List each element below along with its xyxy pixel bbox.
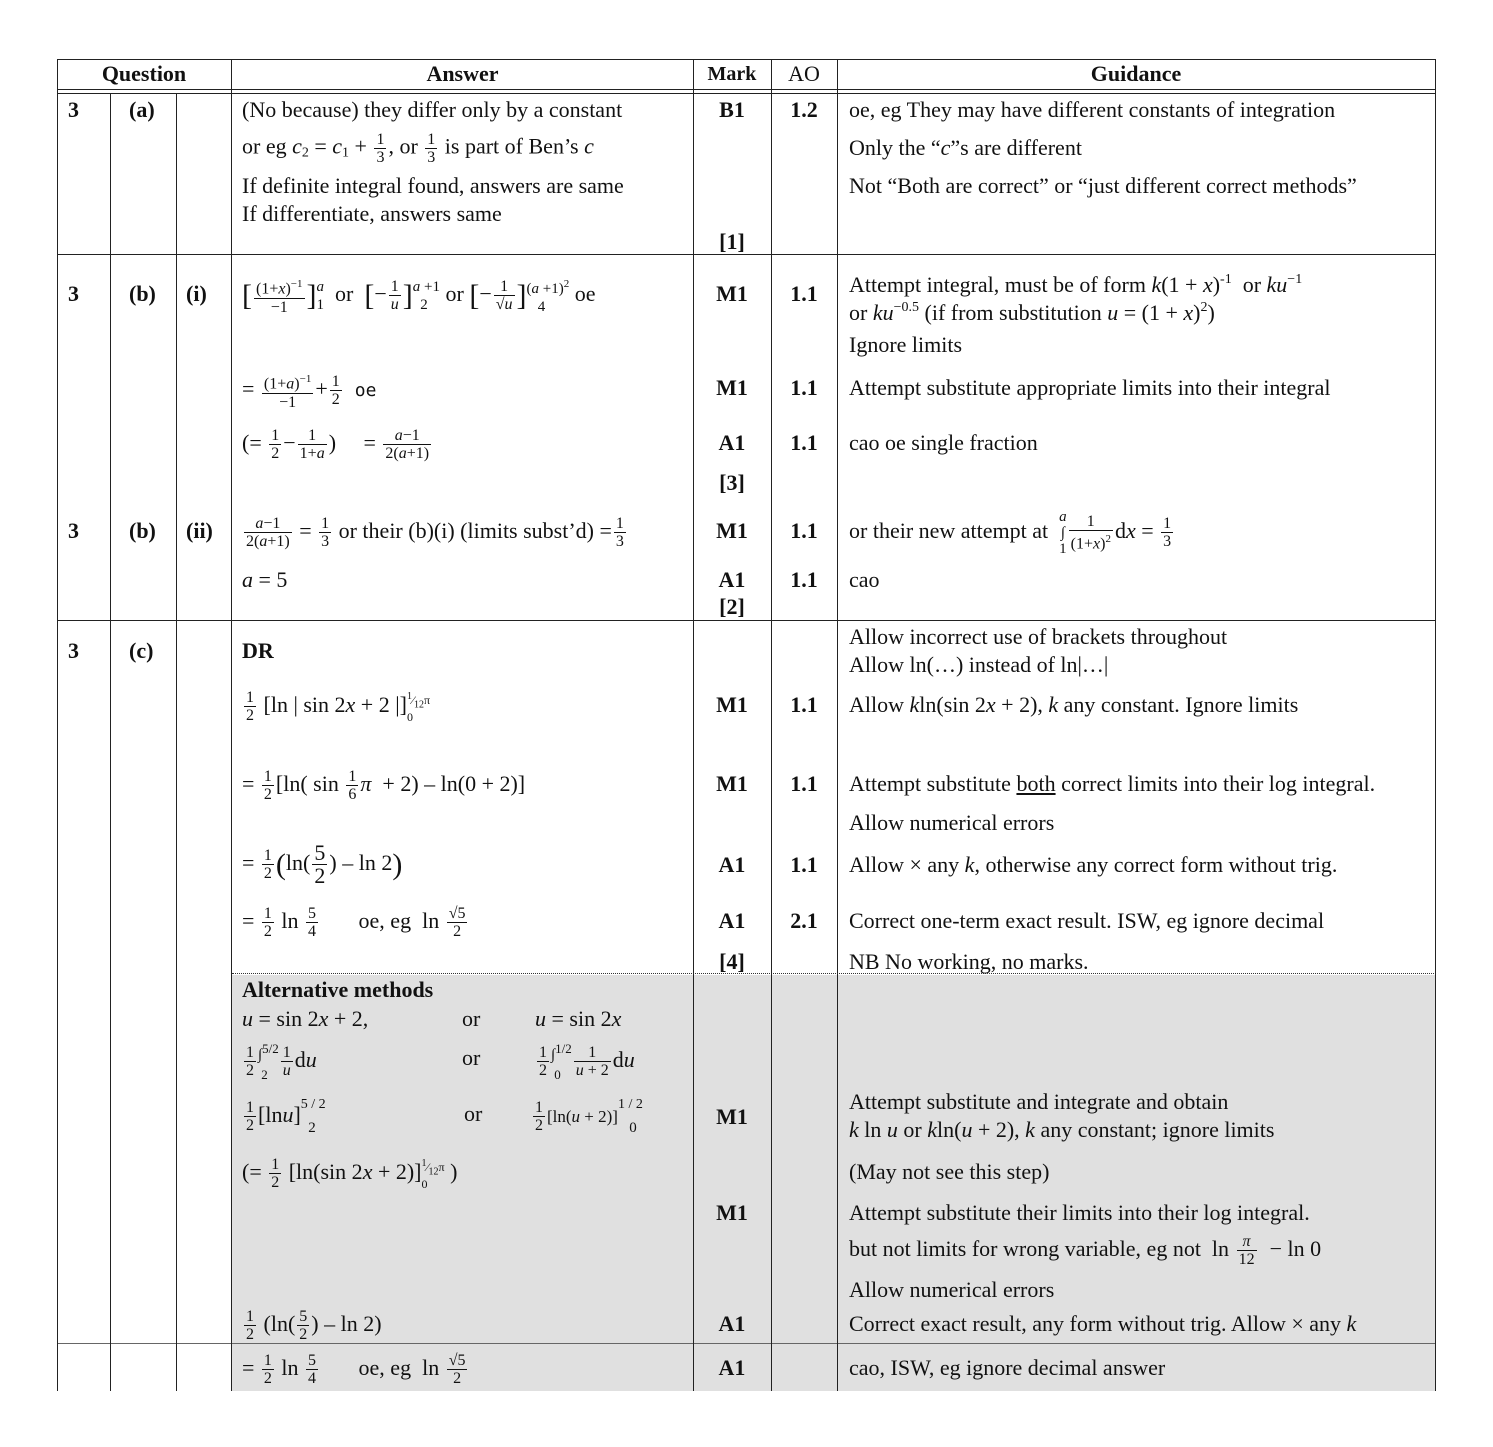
q3bi-mark-3: A1 bbox=[718, 430, 746, 455]
col-divider-guidance bbox=[837, 59, 838, 1391]
alt-answer-result: $\frac{1}{2}$ (ln( $\frac{5}{2}$ ) – ln 2) bbox=[246, 1308, 382, 1344]
alt-mark-2: M1 bbox=[716, 1200, 748, 1225]
alt-title: Alternative methods bbox=[242, 977, 434, 1002]
q3c-answer-2: = $\frac{1}{2}$ [ln( sin $\frac{1}{6}$ π + 2) – ln(0 + 2)] bbox=[242, 768, 526, 804]
header-question: Question bbox=[101, 61, 187, 86]
alt-or-3: or bbox=[464, 1101, 483, 1126]
rule-3b-bottom bbox=[57, 620, 1436, 621]
col-divider-mark bbox=[693, 59, 694, 1391]
alt-mark-3: A1 bbox=[718, 1311, 746, 1336]
q3a-answer-4: If differentiate, answers same bbox=[242, 201, 502, 226]
header-guidance: Guidance bbox=[1090, 61, 1182, 86]
rule-dotted-alt bbox=[232, 973, 1436, 974]
q3bii-total: [2] bbox=[719, 594, 745, 619]
q3a-ao: 1.2 bbox=[790, 97, 818, 122]
alt-or-2: or bbox=[462, 1045, 481, 1070]
q3a-answer-1: (No because) they differ only by a constant bbox=[242, 97, 623, 122]
q3a-answer-2: or eg $c_2 = c_1$ + $\frac{1}{3}$ , or $\frac{1}{3}$ is part of Ben’s c bbox=[242, 131, 594, 166]
q3c-guidance-4: Allow × any k, otherwise any correct form without trig. bbox=[849, 852, 1338, 877]
q3c-ao-4: 2.1 bbox=[790, 908, 818, 933]
q3c-number: 3 bbox=[68, 638, 79, 663]
alt-integral-right: $\frac{1}{2}$ ∫$^{1/2}$ 0 $\frac{1}{u + 2}$ du bbox=[539, 1040, 635, 1082]
q3bi-guidance-1: Attempt integral, must be of form $k(1 + x)^{-1}$ or $ku^{-1}$ bbox=[849, 272, 1303, 297]
q3bii-sub: (ii) bbox=[186, 518, 213, 543]
alt-mark-4: A1 bbox=[718, 1355, 746, 1380]
q3bi-mark-2: M1 bbox=[716, 375, 748, 400]
q3c-mark-3: A1 bbox=[718, 852, 746, 877]
q3c-ao-3: 1.1 bbox=[790, 852, 818, 877]
q3c-answer-3: = $\frac{1}{2}$ (ln( $\frac{5}{2}$ ) – ln 2) bbox=[242, 840, 403, 889]
alt-answer-final: = $\frac{1}{2}$ ln $\frac{5}{4}$ oe, eg ln $\frac{√5}{2}$ bbox=[242, 1352, 466, 1388]
q3c-guidance-1: Allow kln(sin 2x + 2), k any constant. Ignore limits bbox=[849, 692, 1299, 717]
alt-mark-1: M1 bbox=[716, 1104, 748, 1129]
q3bi-ao-2: 1.1 bbox=[790, 375, 818, 400]
alt-guidance-3: (May not see this step) bbox=[849, 1159, 1050, 1184]
rule-header-double bbox=[57, 93, 1436, 94]
q3bi-total: [3] bbox=[719, 470, 745, 495]
alt-log-left: $\frac{1}{2}$ $[\ln u]^{5 / 2}$ 2 bbox=[246, 1097, 326, 1137]
q3a-guidance-1: oe, eg They may have different constants of integration bbox=[849, 97, 1336, 122]
alt-integral-left: $\frac{1}{2}$ ∫$^{5/2}$ 2 $\frac{1}{u}$ du bbox=[246, 1040, 317, 1082]
q3c-mark-1: M1 bbox=[716, 692, 748, 717]
q3c-guidance-top-1: Allow incorrect use of brackets throughout bbox=[849, 624, 1228, 649]
q3bi-ao-1: 1.1 bbox=[790, 281, 818, 306]
q3c-guidance-2: Attempt substitute both correct limits into their log integral. bbox=[849, 771, 1376, 796]
alt-guidance-2: k ln u or kln(u + 2), k any constant; ignore limits bbox=[849, 1117, 1275, 1142]
col-divider-answer bbox=[231, 59, 232, 1391]
q3c-part: (c) bbox=[129, 638, 154, 663]
q3c-guidance-5: Correct one-term exact result. ISW, eg ignore decimal bbox=[849, 908, 1325, 933]
alt-log-right: $\frac{1}{2}$ $[\ln(u + 2)]^{1 / 2}$ 0 bbox=[535, 1097, 643, 1137]
q3c-ao-1: 1.1 bbox=[790, 692, 818, 717]
q3c-ao-2: 1.1 bbox=[790, 771, 818, 796]
header-answer: Answer bbox=[426, 61, 499, 86]
q3bi-guidance-4: Attempt substitute appropriate limits into their integral bbox=[849, 375, 1331, 400]
q3a-part: (a) bbox=[129, 97, 155, 122]
q3c-answer-1: $\frac{1}{2}$ [ln | sin 2x + 2 $|]^1⁄_{12}\pi$ 0 bbox=[246, 689, 431, 725]
q3c-dr-label: DR bbox=[242, 638, 274, 663]
q3bii-answer-1: $\frac{a-1}{2(a+1)}$ = $\frac{1}{3}$ or their (b)(i) (limits subst’d) = $\frac{1}{3}$ bbox=[246, 515, 624, 551]
q3bii-part: (b) bbox=[129, 518, 156, 543]
q3bi-number: 3 bbox=[68, 281, 79, 306]
q3bi-answer-2: = $\frac{(1+a)^{-1}}{-1}$ + $\frac{1}{2}$ oe bbox=[242, 373, 377, 411]
q3a-number: 3 bbox=[68, 97, 79, 122]
q3c-guidance-top-2: Allow ln(…) instead of ln|…| bbox=[849, 652, 1109, 677]
col-divider-part bbox=[110, 93, 111, 1391]
alt-sub-right: u = sin 2x bbox=[535, 1006, 622, 1031]
mark-scheme-table bbox=[57, 59, 1436, 1391]
q3a-answer-3: If definite integral found, answers are same bbox=[242, 173, 624, 198]
col-divider-sub bbox=[176, 93, 177, 1391]
alt-or-1: or bbox=[462, 1006, 481, 1031]
q3bii-mark-2: A1 bbox=[718, 567, 746, 592]
col-edge-left bbox=[57, 59, 58, 1391]
rule-top bbox=[57, 59, 1436, 60]
alt-guidance-6: Allow numerical errors bbox=[849, 1277, 1055, 1302]
q3bi-sub: (i) bbox=[186, 281, 207, 306]
alt-guidance-8: cao, ISW, eg ignore decimal answer bbox=[849, 1355, 1166, 1380]
q3a-guidance-2: Only the “c”s are different bbox=[849, 135, 1082, 160]
q3bi-guidance-3: Ignore limits bbox=[849, 332, 963, 357]
q3c-answer-4: = $\frac{1}{2}$ ln $\frac{5}{4}$ oe, eg ln $\frac{√5}{2}$ bbox=[242, 905, 466, 941]
q3bii-guidance-1: or their new attempt at a ∫ 1 $\frac{1}{(1+x)^2}$ dx = $\frac{1}{3}$ bbox=[849, 508, 1172, 557]
col-divider-ao bbox=[771, 59, 772, 1391]
q3bi-part: (b) bbox=[129, 281, 156, 306]
q3bii-guidance-2: cao bbox=[849, 567, 880, 592]
q3c-mark-4: A1 bbox=[718, 908, 746, 933]
alt-guidance-4: Attempt substitute their limits into their log integral. bbox=[849, 1200, 1310, 1225]
header-mark: Mark bbox=[707, 63, 757, 85]
q3bi-guidance-5: cao oe single fraction bbox=[849, 430, 1038, 455]
q3bi-mark-1: M1 bbox=[716, 281, 748, 306]
q3bii-ao-2: 1.1 bbox=[790, 567, 818, 592]
q3bii-ao-1: 1.1 bbox=[790, 518, 818, 543]
q3bii-answer-2: a = 5 bbox=[242, 567, 288, 592]
alt-sub-left: u = sin 2x + 2, bbox=[242, 1006, 369, 1031]
q3bi-ao-3: 1.1 bbox=[790, 430, 818, 455]
q3bii-number: 3 bbox=[68, 518, 79, 543]
header-ao: AO bbox=[788, 61, 820, 86]
alt-guidance-7: Correct exact result, any form without trig. Allow × any k bbox=[849, 1311, 1357, 1336]
q3bi-answer-3: (= $\frac{1}{2}$ − $\frac{1}{1+a}$ ) = $\frac{a-1}{2(a+1)}$ bbox=[242, 427, 430, 463]
alt-guidance-5: but not limits for wrong variable, eg not ln $\frac{\pi}{12}$ − ln 0 bbox=[849, 1233, 1322, 1269]
q3a-mark: B1 bbox=[719, 97, 745, 122]
q3a-guidance-3: Not “Both are correct” or “just different correct methods” bbox=[849, 173, 1357, 198]
alt-step-answer: (= $\frac{1}{2}$ [ln(sin $2x + 2)]^1⁄_{12}\pi$ 0 ) bbox=[242, 1156, 458, 1192]
rule-header-bottom bbox=[57, 89, 1436, 90]
alt-guidance-1: Attempt substitute and integrate and obtain bbox=[849, 1089, 1229, 1114]
q3bi-guidance-2: or $ku^{-0.5}$ (if from substitution $u = (1 + x)^2$) bbox=[849, 300, 1215, 325]
q3a-total: [1] bbox=[719, 229, 745, 254]
q3c-mark-2: M1 bbox=[716, 771, 748, 796]
col-edge-right bbox=[1435, 59, 1436, 1391]
q3bi-answer-1: [ $\frac{(1+x)^{-1}}{-1}$ ]a 1 or [− $\frac{1}{u}$ ]a +1 2 or [− $\frac{1}{√u}$ ]$(a +1)^2$ 4 oe bbox=[242, 278, 596, 316]
q3c-total: [4] bbox=[719, 949, 745, 974]
q3c-guidance-3: Allow numerical errors bbox=[849, 810, 1055, 835]
q3bii-mark-1: M1 bbox=[716, 518, 748, 543]
q3c-guidance-6: NB No working, no marks. bbox=[849, 949, 1089, 974]
